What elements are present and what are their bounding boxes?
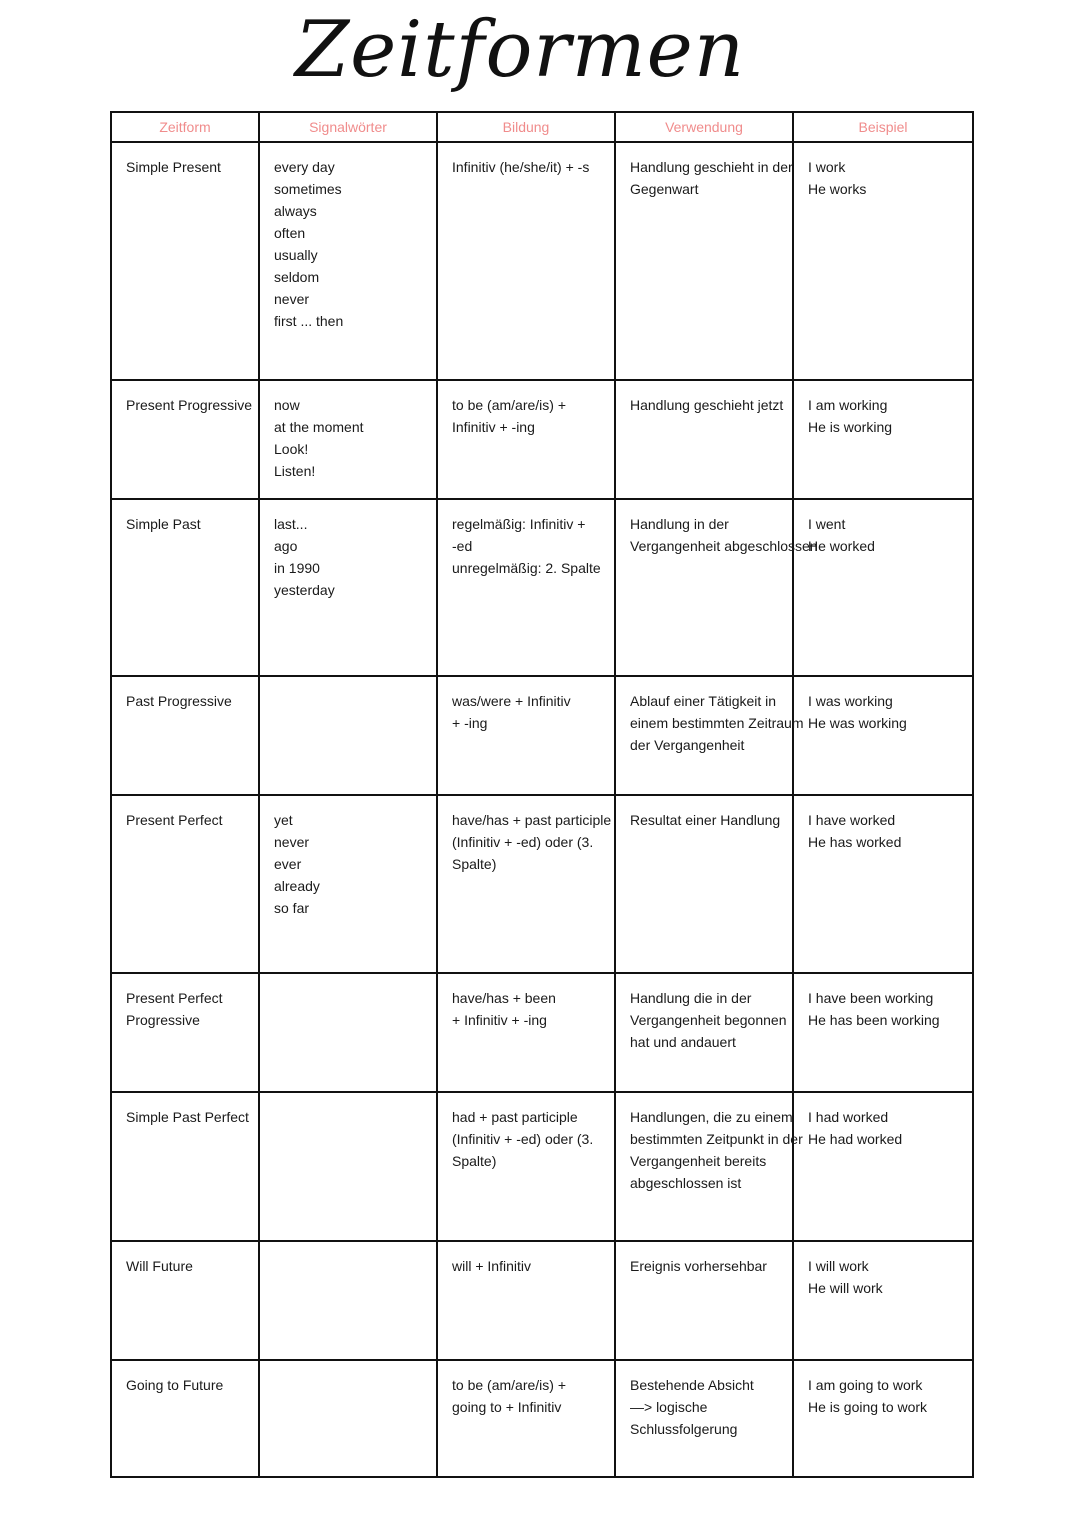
beispiel-cell bbox=[793, 973, 973, 1092]
signal-cell bbox=[259, 499, 437, 676]
table-row bbox=[111, 1092, 973, 1241]
signal-word: always bbox=[274, 203, 317, 219]
header-zeitform: Zeitform bbox=[111, 112, 259, 142]
verwendung-cell bbox=[615, 499, 818, 676]
tense-name: Present Perfect bbox=[126, 812, 223, 828]
beispiel-cell bbox=[793, 1092, 973, 1241]
verwendung-line: Gegenwart bbox=[630, 181, 699, 197]
bildung-cell bbox=[437, 499, 615, 676]
tense-cell bbox=[111, 676, 259, 795]
table-row bbox=[111, 1360, 973, 1477]
signal-cell bbox=[259, 380, 437, 499]
header-verwendung: Verwendung bbox=[615, 112, 793, 142]
beispiel-line: He is going to work bbox=[808, 1399, 928, 1415]
tense-name: Past Progressive bbox=[126, 693, 232, 709]
bildung-line: (Infinitiv + -ed) oder (3. bbox=[452, 1131, 594, 1147]
signal-word: ago bbox=[274, 538, 298, 554]
beispiel-line: I work bbox=[808, 159, 846, 175]
beispiel-cell bbox=[793, 380, 973, 499]
bildung-line: unregelmäßig: 2. Spalte bbox=[452, 560, 601, 576]
table-row bbox=[111, 1241, 973, 1360]
beispiel-line: He worked bbox=[808, 538, 875, 554]
verwendung-line: Vergangenheit abgeschlossen bbox=[630, 538, 818, 554]
bildung-line: regelmäßig: Infinitiv + bbox=[452, 516, 586, 532]
bildung-cell bbox=[437, 1360, 615, 1477]
tense-cell bbox=[111, 795, 259, 973]
signal-cell bbox=[259, 1092, 437, 1241]
beispiel-line: He is working bbox=[808, 419, 893, 435]
beispiel-cell bbox=[793, 142, 973, 380]
tense-cell bbox=[111, 380, 259, 499]
beispiel-cell bbox=[793, 1360, 973, 1477]
page-title: Zeitformen bbox=[294, 5, 746, 95]
verwendung-line: Resultat einer Handlung bbox=[630, 812, 781, 828]
verwendung-cell bbox=[615, 1360, 793, 1477]
verwendung-cell bbox=[615, 973, 793, 1092]
tense-name: Will Future bbox=[126, 1258, 193, 1274]
signal-word: at the moment bbox=[274, 419, 364, 435]
tense-cell bbox=[111, 1092, 259, 1241]
verwendung-line: der Vergangenheit bbox=[630, 737, 745, 753]
verwendung-line: Handlung geschieht jetzt bbox=[630, 397, 784, 413]
bildung-line: was/were + Infinitiv bbox=[452, 693, 571, 709]
beispiel-cell bbox=[793, 676, 973, 795]
signal-cell bbox=[259, 1241, 437, 1360]
tense-name: Progressive bbox=[126, 1012, 200, 1028]
tense-name: Going to Future bbox=[126, 1377, 224, 1393]
bildung-line: will + Infinitiv bbox=[452, 1258, 531, 1274]
signal-word: never bbox=[274, 291, 310, 307]
beispiel-line: I am going to work bbox=[808, 1377, 923, 1393]
header-bildung: Bildung bbox=[437, 112, 615, 142]
beispiel-line: I had worked bbox=[808, 1109, 889, 1125]
verwendung-cell bbox=[615, 1241, 793, 1360]
table-row bbox=[111, 142, 973, 380]
tense-cell bbox=[111, 973, 259, 1092]
bildung-line: Infinitiv (he/she/it) + -s bbox=[452, 159, 590, 175]
table-row bbox=[111, 380, 973, 499]
tense-name: Simple Past Perfect bbox=[126, 1109, 249, 1125]
bildung-line: -ed bbox=[452, 538, 473, 554]
bildung-cell bbox=[437, 676, 615, 795]
bildung-line: going to + Infinitiv bbox=[452, 1399, 562, 1415]
bildung-cell bbox=[437, 973, 615, 1092]
verwendung-line: hat und andauert bbox=[630, 1034, 736, 1050]
signal-word: now bbox=[274, 397, 300, 413]
verwendung-line: Handlung in der bbox=[630, 516, 729, 532]
verwendung-line: abgeschlossen ist bbox=[630, 1175, 742, 1191]
header-signalwoerter: Signalwörter bbox=[259, 112, 437, 142]
verwendung-line: bestimmten Zeitpunkt in der bbox=[630, 1131, 803, 1147]
tenses-table bbox=[110, 111, 974, 1478]
bildung-cell bbox=[437, 1241, 615, 1360]
signal-cell bbox=[259, 795, 437, 973]
tense-cell bbox=[111, 499, 259, 676]
bildung-line: (Infinitiv + -ed) oder (3. bbox=[452, 834, 594, 850]
signal-word: sometimes bbox=[274, 181, 342, 197]
verwendung-line: Vergangenheit begonnen bbox=[630, 1012, 787, 1028]
signal-word: already bbox=[274, 878, 320, 894]
signal-cell bbox=[259, 1360, 437, 1477]
table-header-row bbox=[111, 112, 973, 142]
header-beispiel: Beispiel bbox=[793, 112, 973, 142]
verwendung-cell bbox=[615, 795, 793, 973]
bildung-cell bbox=[437, 380, 615, 499]
bildung-line: Spalte) bbox=[452, 856, 497, 872]
bildung-line: to be (am/are/is) + bbox=[452, 1377, 566, 1393]
beispiel-line: I was working bbox=[808, 693, 893, 709]
verwendung-line: Ablauf einer Tätigkeit in bbox=[630, 693, 777, 709]
verwendung-line: einem bestimmten Zeitraum bbox=[630, 715, 804, 731]
signal-cell bbox=[259, 973, 437, 1092]
bildung-cell bbox=[437, 142, 615, 380]
beispiel-cell bbox=[793, 499, 973, 676]
signal-word: in 1990 bbox=[274, 560, 320, 576]
tense-cell bbox=[111, 1360, 259, 1477]
table-row bbox=[111, 973, 973, 1092]
beispiel-line: I have been working bbox=[808, 990, 934, 1006]
bildung-line: have/has + past participle bbox=[452, 812, 612, 828]
verwendung-cell bbox=[615, 676, 804, 795]
beispiel-line: I went bbox=[808, 516, 846, 532]
beispiel-line: He had worked bbox=[808, 1131, 903, 1147]
beispiel-line: He will work bbox=[808, 1280, 883, 1296]
verwendung-line: Handlung die in der bbox=[630, 990, 752, 1006]
tense-name: Simple Past bbox=[126, 516, 201, 532]
signal-cell bbox=[259, 142, 437, 380]
table-row bbox=[111, 795, 973, 973]
beispiel-line: He works bbox=[808, 181, 867, 197]
signal-word: yesterday bbox=[274, 582, 335, 598]
bildung-cell bbox=[437, 1092, 615, 1241]
signal-word: seldom bbox=[274, 269, 320, 285]
beispiel-line: I am working bbox=[808, 397, 888, 413]
verwendung-line: Ereignis vorhersehbar bbox=[630, 1258, 767, 1274]
bildung-line: + -ing bbox=[452, 715, 488, 731]
bildung-line: have/has + been bbox=[452, 990, 556, 1006]
beispiel-line: I have worked bbox=[808, 812, 896, 828]
beispiel-cell bbox=[793, 1241, 973, 1360]
signal-word: usually bbox=[274, 247, 318, 263]
bildung-line: had + past participle bbox=[452, 1109, 578, 1125]
bildung-cell bbox=[437, 795, 615, 973]
table-row bbox=[111, 499, 973, 676]
verwendung-cell bbox=[615, 380, 793, 499]
verwendung-cell bbox=[615, 142, 793, 380]
verwendung-line: Schlussfolgerung bbox=[630, 1421, 738, 1437]
verwendung-line: Handlungen, die zu einem bbox=[630, 1109, 793, 1125]
beispiel-cell bbox=[793, 795, 973, 973]
signal-word: yet bbox=[274, 812, 293, 828]
tense-name: Simple Present bbox=[126, 159, 221, 175]
signal-word: often bbox=[274, 225, 306, 241]
beispiel-line: He has worked bbox=[808, 834, 902, 850]
bildung-line: to be (am/are/is) + bbox=[452, 397, 566, 413]
beispiel-line: I will work bbox=[808, 1258, 869, 1274]
verwendung-line: Bestehende Absicht bbox=[630, 1377, 754, 1393]
bildung-line: Infinitiv + -ing bbox=[452, 419, 535, 435]
signal-word: so far bbox=[274, 900, 310, 916]
signal-word: Look! bbox=[274, 441, 309, 457]
tense-name: Present Progressive bbox=[126, 397, 253, 413]
verwendung-line: Handlung geschieht in der bbox=[630, 159, 793, 175]
signal-word: last... bbox=[274, 516, 308, 532]
verwendung-line: Vergangenheit bereits bbox=[630, 1153, 767, 1169]
signal-word: never bbox=[274, 834, 310, 850]
beispiel-line: He was working bbox=[808, 715, 907, 731]
tense-name: Present Perfect bbox=[126, 990, 223, 1006]
verwendung-line: —> logische bbox=[630, 1399, 708, 1415]
verwendung-cell bbox=[615, 1092, 803, 1241]
tense-cell bbox=[111, 142, 259, 380]
signal-word: Listen! bbox=[274, 463, 316, 479]
signal-word: every day bbox=[274, 159, 335, 175]
signal-word: ever bbox=[274, 856, 302, 872]
bildung-line: Spalte) bbox=[452, 1153, 497, 1169]
signal-cell bbox=[259, 676, 437, 795]
beispiel-line: He has been working bbox=[808, 1012, 940, 1028]
bildung-line: + Infinitiv + -ing bbox=[452, 1012, 547, 1028]
tense-cell bbox=[111, 1241, 259, 1360]
signal-word: first ... then bbox=[274, 313, 344, 329]
table-row bbox=[111, 676, 973, 795]
